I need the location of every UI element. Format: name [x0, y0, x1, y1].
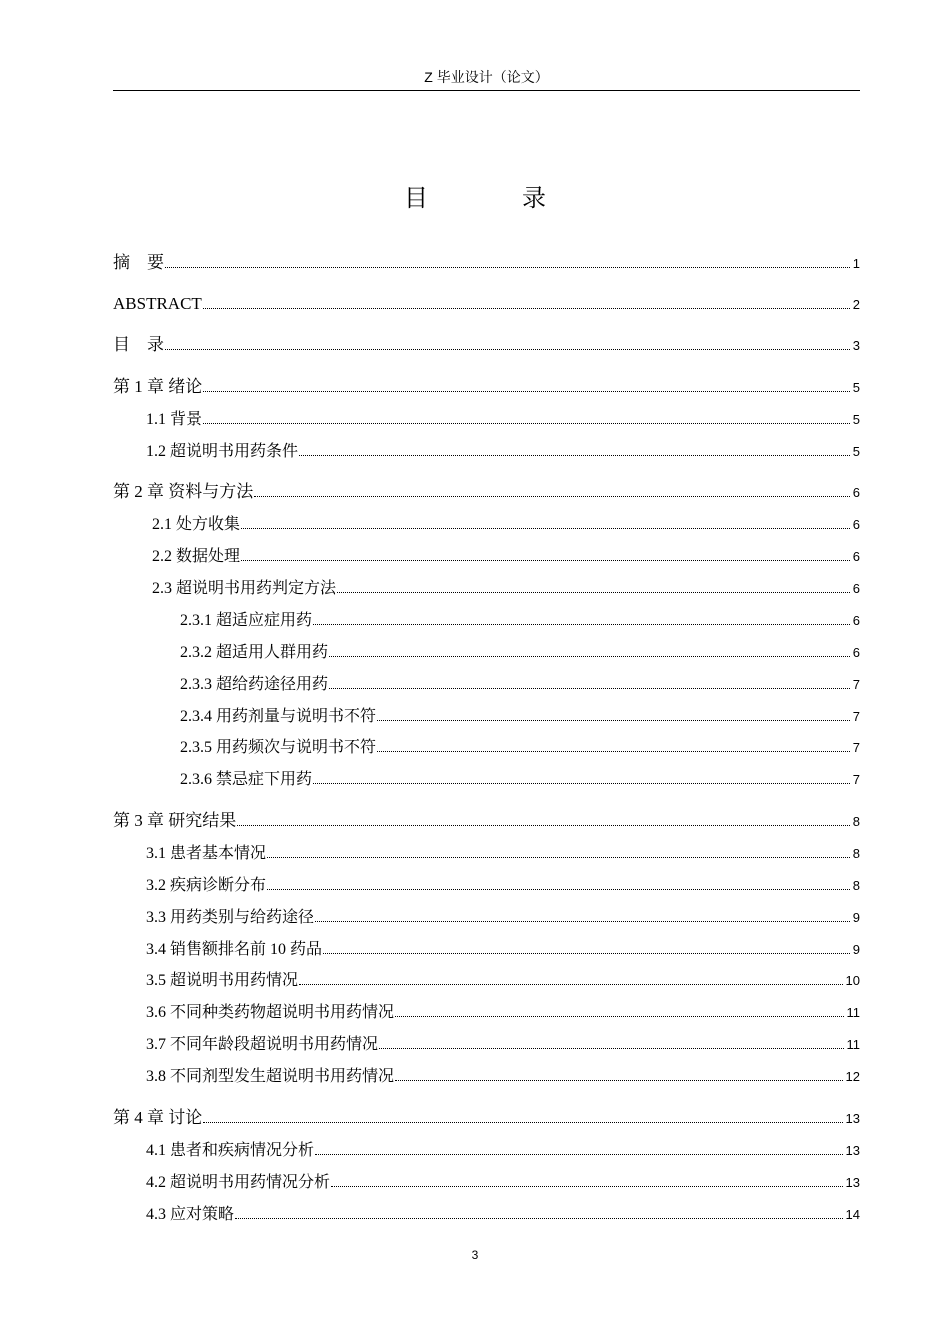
toc-entry[interactable]	[180, 733, 860, 757]
toc-entry-title: 4.3 应对策略	[146, 1206, 235, 1223]
toc-leader-dots	[241, 560, 850, 561]
toc-entry[interactable]	[146, 1136, 860, 1160]
toc-leader-dots	[329, 688, 850, 689]
toc-leader-dots	[313, 783, 850, 784]
toc-entry-title: 1.2 超说明书用药条件	[146, 443, 299, 460]
toc-entry[interactable]	[180, 702, 860, 726]
toc-entry[interactable]	[152, 510, 860, 534]
toc-entry-page: 13	[845, 1143, 860, 1158]
toc-leader-dots	[165, 349, 850, 350]
toc-entry-title: 2.3.6 禁忌症下用药	[180, 771, 313, 788]
toc-entry-title: 2.3 超说明书用药判定方法	[152, 580, 337, 597]
toc-entry[interactable]	[152, 574, 860, 598]
toc-entry-title: 3.7 不同年龄段超说明书用药情况	[146, 1036, 379, 1053]
toc-entry[interactable]	[113, 807, 860, 831]
toc-entry-page: 6	[852, 485, 860, 500]
toc-entry-page: 8	[852, 878, 860, 893]
toc-entry[interactable]	[113, 373, 860, 397]
toc-entry[interactable]	[152, 542, 860, 566]
toc-entry-page: 7	[852, 709, 860, 724]
toc-entry-title: 2.3.3 超给药途径用药	[180, 676, 329, 693]
toc-entry-page: 1	[852, 256, 860, 271]
toc-entry[interactable]	[146, 839, 860, 863]
toc-entry-title: 目 录	[113, 335, 164, 354]
toc-entry[interactable]	[180, 638, 860, 662]
toc-entry-page: 6	[852, 581, 860, 596]
toc-entry[interactable]	[113, 331, 860, 355]
toc-leader-dots	[299, 984, 843, 985]
toc-entry-page: 3	[852, 338, 860, 353]
toc-entry[interactable]	[113, 290, 860, 314]
toc-entry-page: 11	[846, 1005, 860, 1020]
toc-entry-page: 6	[852, 645, 860, 660]
toc-leader-dots	[313, 624, 850, 625]
toc-entry-page: 8	[852, 814, 860, 829]
toc-leader-dots	[315, 1154, 843, 1155]
toc-entry-title: 2.3.5 用药频次与说明书不符	[180, 739, 377, 756]
toc-entry[interactable]	[113, 249, 860, 273]
toc-entry-title: 3.2 疾病诊断分布	[146, 877, 267, 894]
toc-entry-page: 5	[852, 380, 860, 395]
toc-leader-dots	[377, 720, 850, 721]
toc-entry-title: 3.1 患者基本情况	[146, 845, 267, 862]
toc-entry-title: 1.1 背景	[146, 411, 203, 428]
toc-entry-page: 10	[845, 973, 860, 988]
toc-entry-page: 7	[852, 740, 860, 755]
toc-leader-dots	[203, 423, 850, 424]
toc-entry-page: 5	[852, 444, 860, 459]
toc-leader-dots	[395, 1016, 843, 1017]
toc-entry-title: 4.1 患者和疾病情况分析	[146, 1142, 315, 1159]
toc-leader-dots	[337, 592, 850, 593]
toc-entry-page: 6	[852, 517, 860, 532]
toc-entry-page: 2	[852, 297, 860, 312]
toc-leader-dots	[377, 751, 850, 752]
toc-entry[interactable]	[180, 670, 860, 694]
toc-entry[interactable]	[146, 405, 860, 429]
toc-entry-page: 13	[845, 1175, 860, 1190]
toc-leader-dots	[165, 267, 850, 268]
toc-entry[interactable]	[146, 903, 860, 927]
toc-leader-dots	[203, 391, 850, 392]
toc-entry-title: 3.5 超说明书用药情况	[146, 972, 299, 989]
toc-title: 目 录	[404, 186, 590, 212]
toc-entry-page: 6	[852, 549, 860, 564]
page-header: Z 毕业设计（论文）	[113, 64, 860, 91]
toc-entry-page: 13	[845, 1111, 860, 1126]
toc-entry-page: 7	[852, 677, 860, 692]
toc-leader-dots	[299, 455, 850, 456]
toc-entry-title: ABSTRACT	[113, 294, 202, 313]
toc-entry-title: 3.8 不同剂型发生超说明书用药情况	[146, 1068, 395, 1085]
toc-entry-title: 2.2 数据处理	[152, 548, 241, 565]
toc-leader-dots	[267, 857, 850, 858]
toc-entry-title: 4.2 超说明书用药情况分析	[146, 1174, 331, 1191]
toc-entry-title: 3.3 用药类别与给药途径	[146, 909, 315, 926]
toc-entry[interactable]	[146, 935, 860, 959]
toc-entry-title: 第 2 章 资料与方法	[113, 482, 254, 501]
toc-entry-title: 3.6 不同种类药物超说明书用药情况	[146, 1004, 395, 1021]
toc-leader-dots	[237, 825, 850, 826]
toc-entry[interactable]	[113, 1104, 860, 1128]
toc-leader-dots	[331, 1186, 843, 1187]
toc-entry[interactable]	[180, 606, 860, 630]
toc-entry-page: 14	[845, 1207, 860, 1222]
toc-entry-page: 7	[852, 772, 860, 787]
toc-entry[interactable]	[113, 478, 860, 502]
toc-leader-dots	[203, 308, 850, 309]
toc-entry-title: 2.3.2 超适用人群用药	[180, 644, 329, 661]
toc-entry-page: 11	[846, 1037, 860, 1052]
toc-entry-page: 12	[845, 1069, 860, 1084]
toc-leader-dots	[395, 1080, 843, 1081]
toc-leader-dots	[267, 889, 850, 890]
toc-entry-title: 第 1 章 绪论	[113, 377, 203, 396]
toc-entry[interactable]	[146, 998, 860, 1022]
toc-entry[interactable]	[146, 1200, 860, 1224]
toc-entry-page: 8	[852, 846, 860, 861]
toc-leader-dots	[241, 528, 850, 529]
toc-entry-title: 3.4 销售额排名前 10 药品	[146, 941, 323, 958]
toc-leader-dots	[379, 1048, 843, 1049]
toc-entry[interactable]	[146, 966, 860, 990]
toc-entry-title: 2.1 处方收集	[152, 516, 241, 533]
toc-entry-page: 9	[852, 910, 860, 925]
toc-entry[interactable]	[146, 1062, 860, 1086]
toc-entry-title: 第 3 章 研究结果	[113, 811, 237, 830]
toc-entry-title: 2.3.4 用药剂量与说明书不符	[180, 708, 377, 725]
toc-entry-page: 5	[852, 412, 860, 427]
toc-entry-title: 摘 要	[113, 253, 164, 272]
toc-entry[interactable]	[146, 1168, 860, 1192]
toc-leader-dots	[323, 953, 850, 954]
toc-leader-dots	[254, 496, 850, 497]
toc-entry-page: 9	[852, 942, 860, 957]
toc-entry[interactable]	[146, 437, 860, 461]
toc-entry[interactable]	[146, 871, 860, 895]
page-number: 3	[471, 1248, 479, 1262]
toc-leader-dots	[203, 1122, 842, 1123]
toc-entry[interactable]	[180, 765, 860, 789]
toc-leader-dots	[315, 921, 850, 922]
toc-entry-page: 6	[852, 613, 860, 628]
toc-leader-dots	[235, 1218, 843, 1219]
toc-leader-dots	[329, 656, 850, 657]
toc-entry-title: 第 4 章 讨论	[113, 1108, 203, 1127]
toc-entry[interactable]	[146, 1030, 860, 1054]
toc-entry-title: 2.3.1 超适应症用药	[180, 612, 313, 629]
